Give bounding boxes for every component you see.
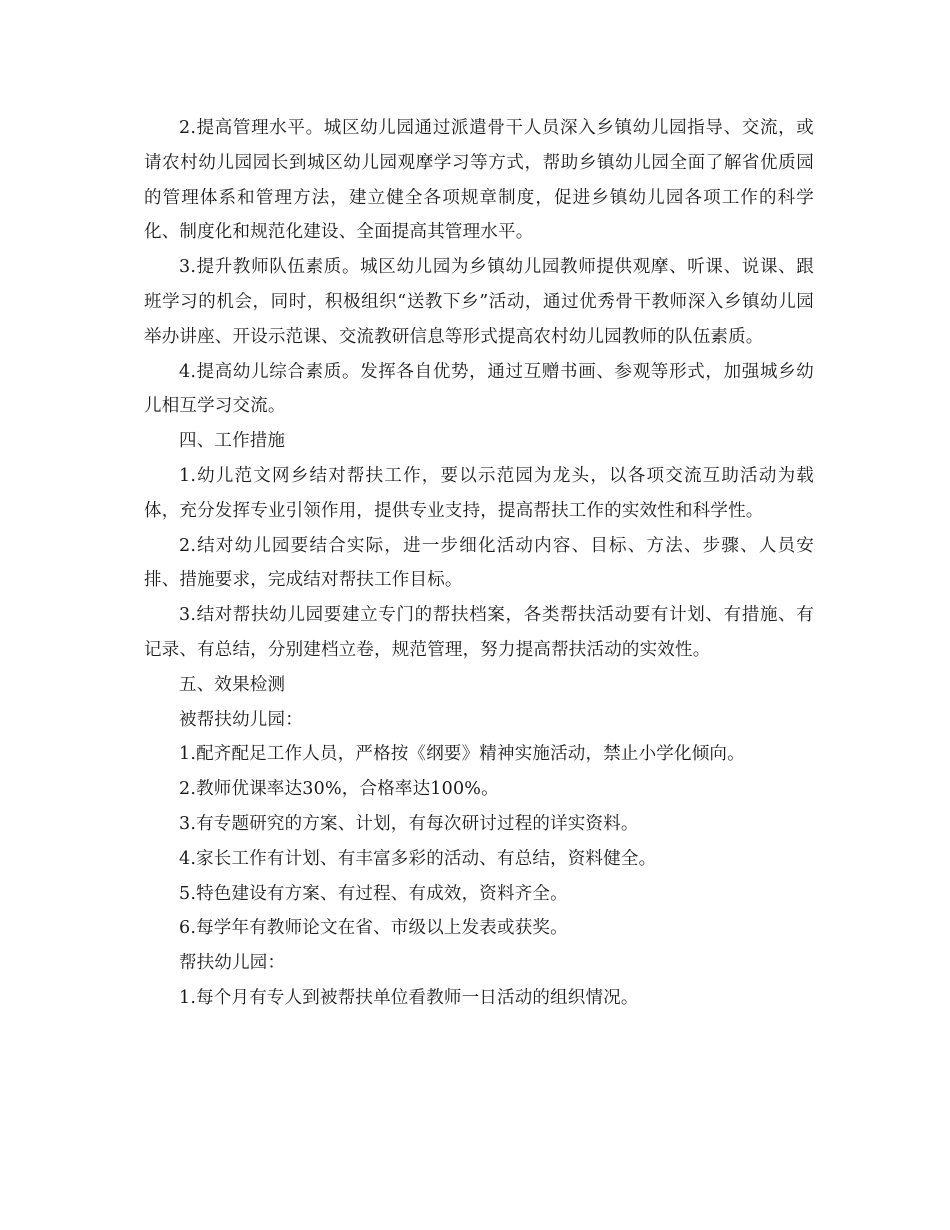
- paragraph-management-level: 2.提高管理水平。城区幼儿园通过派遣骨干人员深入乡镇幼儿园指导、交流，或请农村幼儿园园长到城区幼儿园观摩学习等方式，帮助乡镇幼儿园全面了解省优质园的管理体系和管理方法，建立健全各项规章制度，促进乡镇幼儿园各项工作的科学化、制度化和规范化建设、全面提高其管理水平。: [144, 118, 814, 243]
- list-item-assisted-4: 4.家长工作有计划、有丰富多彩的活动、有总结，资料健全。: [179, 848, 657, 869]
- list-item-assisted-5: 5.特色建设有方案、有过程、有成效，资料齐全。: [179, 883, 568, 904]
- section-heading-measures: 四、工作措施: [179, 431, 286, 452]
- paragraph-measure-2: 2.结对幼儿园要结合实际，进一步细化活动内容、目标、方法、步骤、人员安排、措施要求，完成结对帮扶工作目标。: [144, 535, 814, 591]
- document-body: [144, 111, 814, 1016]
- list-item-assisted-2: 2.教师优课率达30%，合格率达100%。: [179, 779, 499, 800]
- list-item-assisted-1: 1.配齐配足工作人员，严格按《纲要》精神实施活动，禁止小学化倾向。: [179, 744, 745, 765]
- paragraph-measure-3: 3.结对帮扶幼儿园要建立专门的帮扶档案，各类帮扶活动要有计划、有措施、有记录、有总结，分别建档立卷，规范管理，努力提高帮扶活动的实效性。: [144, 605, 814, 660]
- list-item-assisting-1: 1.每个月有专人到被帮扶单位看教师一日活动的组织情况。: [179, 987, 639, 1008]
- paragraph-measure-1: 1.幼儿范文网乡结对帮扶工作，要以示范园为龙头，以各项交流互助活动为载体，充分发挥专业引领作用，提供专业支持，提高帮扶工作的实效性和科学性。: [144, 465, 814, 521]
- list-item-assisted-3: 3.有专题研究的方案、计划，有每次研讨过程的详实资料。: [179, 813, 639, 834]
- list-item-assisted-6: 6.每学年有教师论文在省、市级以上发表或获奖。: [179, 918, 568, 939]
- paragraph-teacher-quality: 3.提升教师队伍素质。城区幼儿园为乡镇幼儿园教师提供观摩、听课、说课、跟班学习的机会，同时，积极组织“送教下乡”活动，通过优秀骨干教师深入乡镇幼儿园举办讲座、开设示范课、交流教研信息等形式提高农村幼儿园教师的队伍素质。: [144, 257, 814, 347]
- subheading-assisted-kindergarten: 被帮扶幼儿园：: [179, 709, 303, 730]
- paragraph-child-quality: 4.提高幼儿综合素质。发挥各自优势，通过互赠书画、参观等形式，加强城乡幼儿相互学习交流。: [144, 361, 814, 417]
- section-heading-evaluation: 五、效果检测: [179, 674, 286, 695]
- subheading-assisting-kindergarten: 帮扶幼儿园：: [179, 953, 286, 974]
